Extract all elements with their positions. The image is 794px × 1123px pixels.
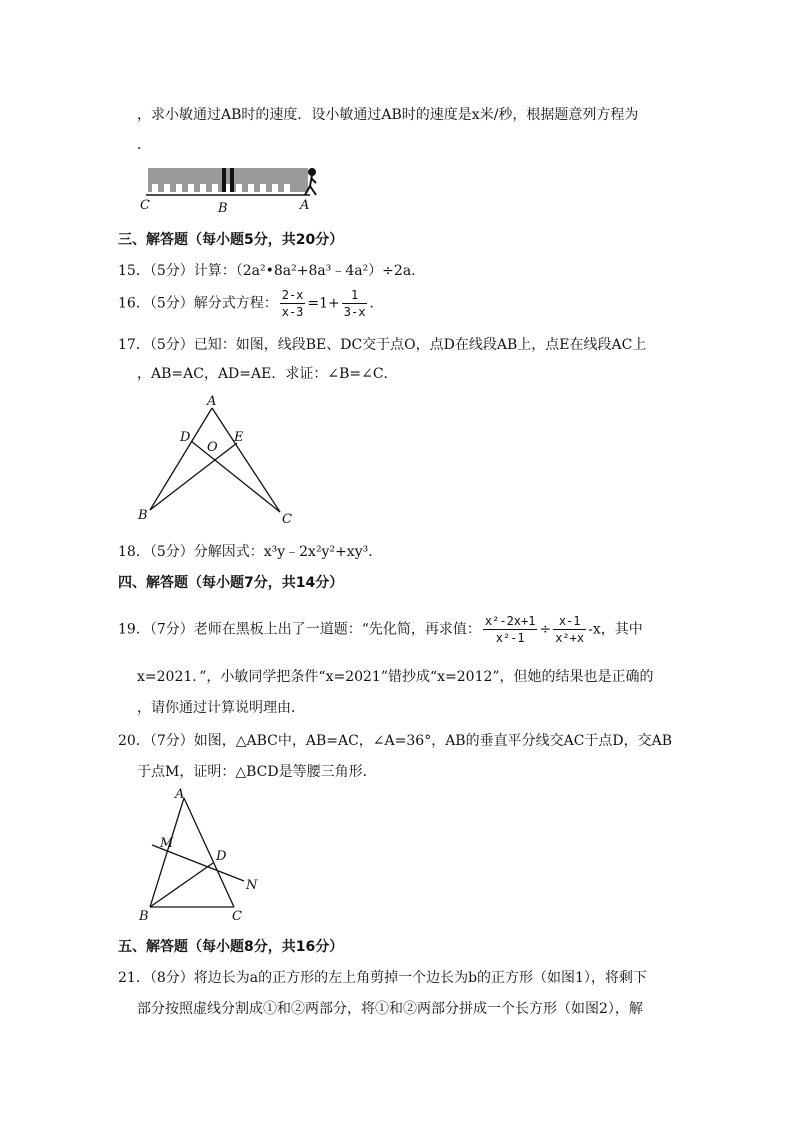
label-D: D (216, 849, 227, 864)
q21-line-1: 21．（8分）将边长为a的正方形的左上角剪掉一个边长为b的正方形（如图1），将剩下 (118, 970, 647, 986)
q21-line-2: 部分按照虚线分割成①和②两部分，将①和②两部分拼成一个长方形（如图2），解 (137, 1001, 643, 1017)
q20-line-2: 于点M，证明：△BCD是等腰三角形． (137, 764, 377, 780)
label-A: A (207, 394, 217, 409)
q19-line-3: ，请你通过计算说明理由． (137, 700, 305, 716)
label-M: M (160, 836, 174, 851)
label-D: D (180, 430, 191, 445)
label-A: A (175, 787, 185, 802)
label-C: C (282, 512, 292, 527)
q19-fraction-2: $\frac{x-1}{\text{x²+x}}$ (555, 614, 585, 645)
q20-line-1: 20．（7分）如图，△ABC中，AB=AC，∠A=36°，AB的垂直平分线交AC于点D，交AB (118, 733, 673, 749)
q19-line-2: x=2021．”，小敏同学把条件“x=2021”错抄成“x=2012”，但她的结果也是正确的 (137, 669, 654, 685)
q17-line-1: 17．（5分）已知：如图，线段BE、DC交于点O，点D在线段AB上，点E在线段AC上 (118, 337, 647, 353)
label-B: B (138, 508, 148, 523)
q15: 15．（5分）计算：（2a²•8a²+8a³﹣4a²）÷2a． (118, 263, 426, 279)
q14-dot: ． (137, 137, 151, 153)
q17-line-2: ，AB=AC，AD=AE．求证：∠B=∠C． (137, 366, 398, 382)
section-5-heading: 五、解答题（每小题8分，共16分） (118, 939, 344, 955)
label-C: C (140, 198, 150, 213)
section-4-heading: 四、解答题（每小题7分，共14分） (118, 575, 344, 591)
road-figure (138, 162, 328, 214)
label-B: B (218, 201, 228, 214)
label-E: E (234, 430, 244, 445)
q19-line-1: 19．（7分）老师在黑板上出了一道题：“先化简，再求值： $\frac{\text{x²-2x+1}}{\text{x²-1}}$ ÷ $\frac{x-1}{\text{x²+x}}$ -x，其中 (118, 614, 643, 645)
q16-fraction-2: $\frac{1}{3-x}$ (343, 288, 366, 319)
q14-tail: ，求小敏通过AB时的速度．设小敏通过AB时的速度是x米/秒，根据题意列方程为 (137, 107, 639, 123)
q18: 18．（5分）分解因式：x³y﹣2x²y²+xy³． (118, 544, 383, 560)
label-A: A (300, 198, 310, 213)
q16-fraction-1: $\frac{2-x}{x-3}$ (281, 288, 304, 319)
section-3-heading: 三、解答题（每小题5分，共20分） (118, 232, 344, 248)
q19-fraction-1: $\frac{\text{x²-2x+1}}{\text{x²-1}}$ (484, 614, 536, 645)
label-C: C (232, 909, 242, 924)
label-B: B (139, 909, 149, 924)
figure-20 (134, 786, 274, 926)
label-O: O (207, 440, 218, 455)
label-N: N (246, 878, 258, 893)
q16: 16．（5分）解分式方程： $\frac{2-x}{x-3}$ =1+ $\frac{1}{3-x}$ ． (118, 288, 384, 319)
figure-17 (134, 392, 304, 532)
